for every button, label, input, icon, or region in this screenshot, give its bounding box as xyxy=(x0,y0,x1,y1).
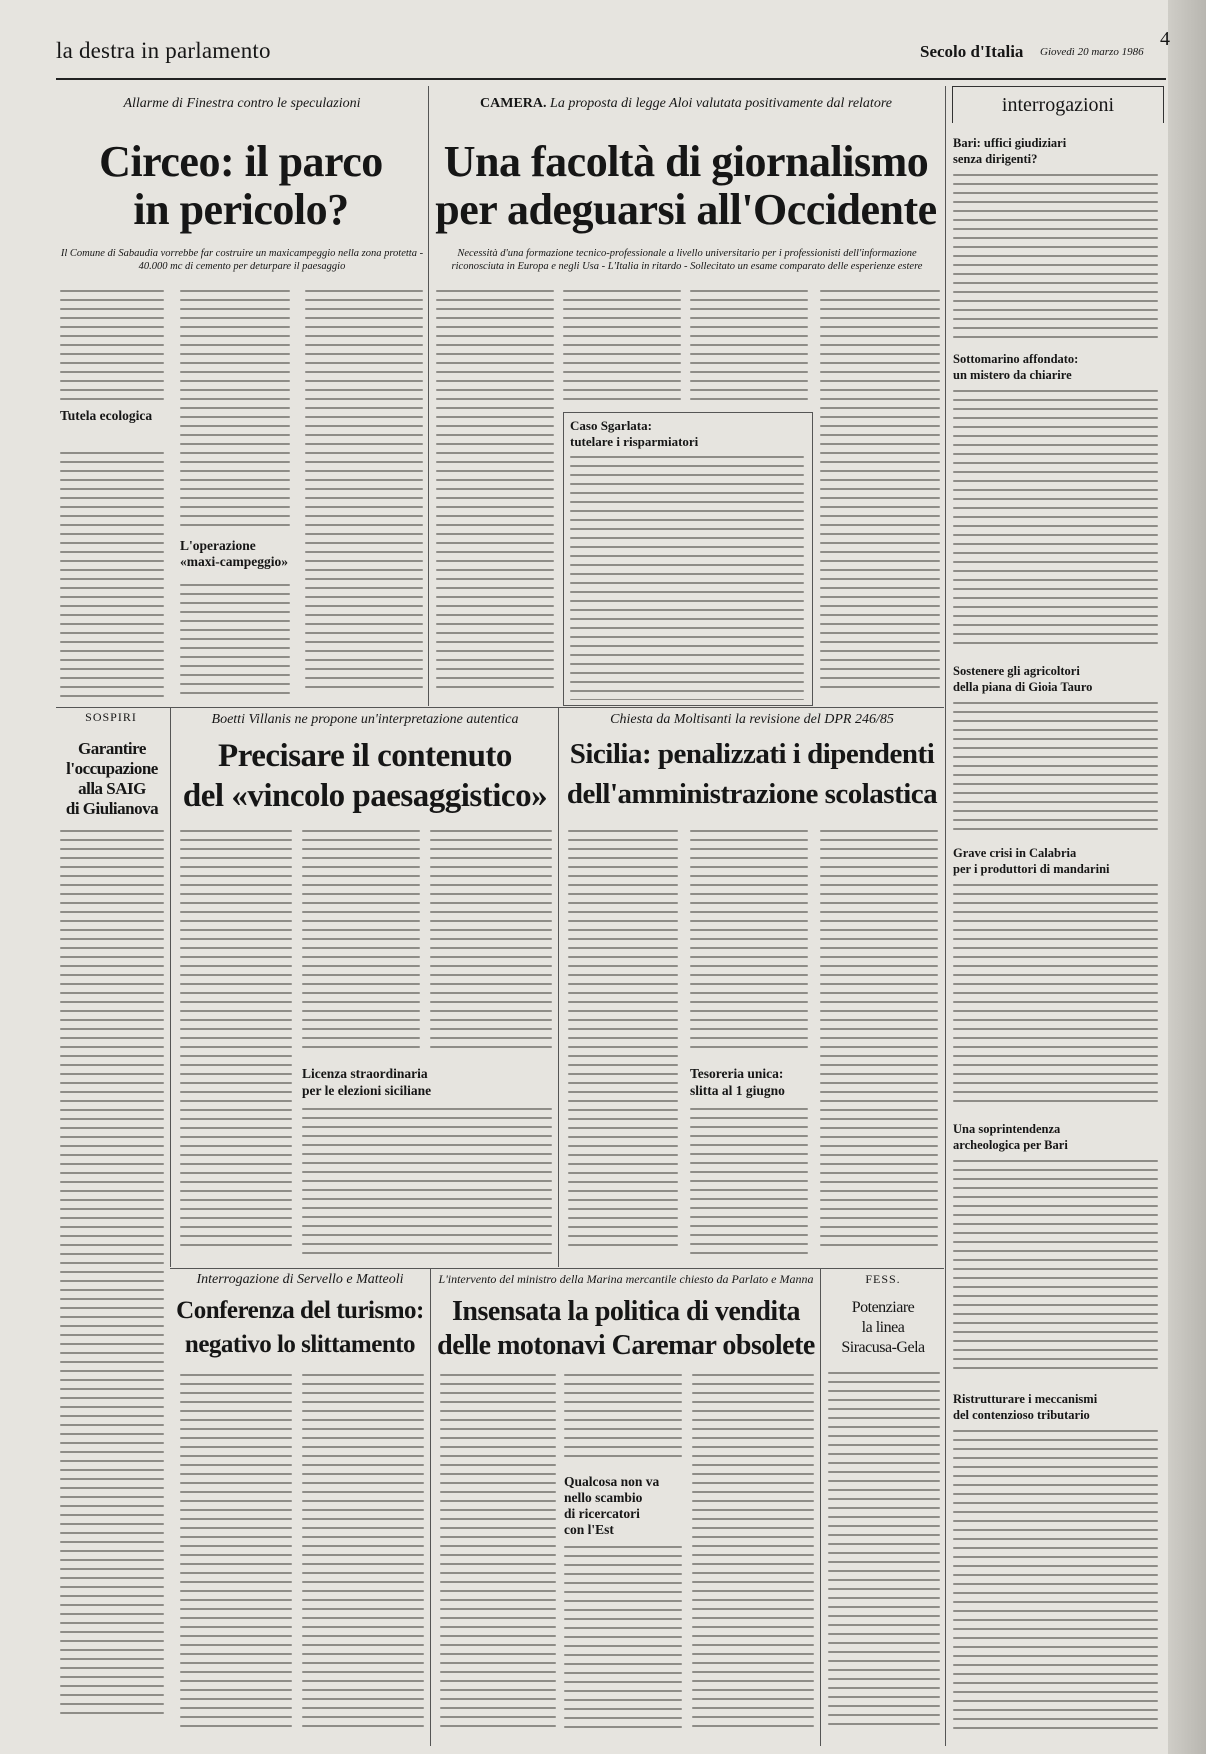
sidebar-item-title-4a: Grave crisi in Calabria xyxy=(953,846,1077,860)
circeo-text-col2b xyxy=(180,584,290,700)
sidebar-item-title-4b: per i produttori di mandarini xyxy=(953,862,1110,876)
giornalismo-text-col2 xyxy=(563,290,681,410)
giulianova-headline-3: alla SAIG xyxy=(78,779,146,798)
ricercatori-subhead-3: di ricercatori xyxy=(564,1506,640,1521)
sidebar-item-title-5b: archeologica per Bari xyxy=(953,1138,1068,1152)
newspaper-name: Secolo d'Italia xyxy=(920,42,1024,61)
licenza-subhead-1: Licenza straordinaria xyxy=(302,1066,428,1081)
licenza-subhead-2: per le elezioni siciliane xyxy=(302,1083,432,1098)
circeo-text-col1a xyxy=(60,290,164,400)
giornalismo-kicker xyxy=(436,96,936,112)
issue-date: Giovedì 20 marzo 1986 xyxy=(1040,46,1144,58)
divider-v1 xyxy=(428,86,429,706)
giornalismo-text-col4 xyxy=(820,290,940,700)
circeo-kicker: Allarme di Finestra contro le speculazioni xyxy=(123,96,361,111)
sgarlata-text xyxy=(570,456,804,700)
sidebar-item-text-1 xyxy=(953,174,1158,344)
divider-h2 xyxy=(170,1268,944,1269)
circeo-subhead-tutela: Tutela ecologica xyxy=(60,408,153,423)
giornalismo-text-col1 xyxy=(436,290,554,700)
section-title: la destra in parlamento xyxy=(56,38,271,63)
giornalismo-text-col3 xyxy=(690,290,808,410)
sidebar-item-text-2 xyxy=(953,390,1158,654)
vincolo-text-col3 xyxy=(430,830,552,1060)
sidebar-item-title-5a: Una soprintendenza xyxy=(953,1122,1061,1136)
vincolo-headline-2: del «vincolo paesaggistico» xyxy=(182,778,548,814)
circeo-text-col2a xyxy=(180,290,290,534)
turismo-headline-2: negativo lo slittamento xyxy=(184,1331,416,1358)
caremar-text-col2a xyxy=(564,1374,682,1468)
circeo-deck: Il Comune di Sabaudia vorrebbe far costruire un maxicampeggio nella zona protetta - 40.000 mc di cemento per deturpare il paesaggio xyxy=(60,248,424,272)
vincolo-text-col2 xyxy=(302,830,420,1060)
giulianova-text xyxy=(60,830,164,1740)
giulianova-headline-1: Garantire xyxy=(78,739,146,758)
giulianova-rubric: SOSPIRI xyxy=(85,710,137,724)
vincolo-text-col1 xyxy=(180,830,292,1260)
page-fold-shadow xyxy=(1168,0,1206,1754)
turismo-text-col1 xyxy=(180,1374,292,1740)
turismo-headline-1: Conferenza del turismo: xyxy=(176,1297,424,1324)
circeo-text-col1b xyxy=(60,452,164,700)
giulianova-headline-2: l'occupazione xyxy=(66,759,158,778)
sidebar-item-title-1a: Bari: uffici giudiziari xyxy=(953,136,1067,150)
sidebar-item-title-2b: un mistero da chiarire xyxy=(953,368,1072,382)
tesoreria-subhead-1: Tesoreria unica: xyxy=(690,1066,784,1081)
turismo-text-col2 xyxy=(302,1374,424,1740)
caremar-headline-2: delle motonavi Caremar obsolete xyxy=(437,1330,815,1361)
interrogazioni-tab: interrogazioni xyxy=(952,86,1164,123)
circeo-text-col3 xyxy=(305,290,423,700)
siracusa-rubric: FESS. xyxy=(865,1272,901,1286)
circeo-headline-1: Circeo: il parco xyxy=(99,137,383,186)
sidebar-item-title-6a: Ristrutturare i meccanismi xyxy=(953,1392,1098,1406)
giulianova-headline-4: di Giulianova xyxy=(65,799,159,818)
giornalismo-deck: Necessità d'una formazione tecnico-professionale a livello universitario per i professionisti dell'informazione riconosciuta in Europa e negli Usa - L'Italia in ritardo - Sollecitato un esame comparato delle esperienze estere xyxy=(451,248,923,272)
sicilia-text-col1 xyxy=(568,830,678,1260)
sidebar-item-title-3a: Sostenere gli agricoltori xyxy=(953,664,1080,678)
page-number: 4 xyxy=(1160,28,1170,50)
divider-v6 xyxy=(820,1268,821,1746)
siracusa-headline-3: Siracusa-Gela xyxy=(841,1339,925,1356)
divider-v5 xyxy=(430,1268,431,1746)
licenza-text xyxy=(302,1108,552,1260)
divider-h1 xyxy=(56,707,944,708)
ricercatori-text xyxy=(564,1546,682,1740)
caremar-text-col3 xyxy=(692,1374,814,1740)
divider-v3 xyxy=(170,707,171,1267)
caremar-kicker: L'intervento del ministro della Marina mercantile chiesto da Parlato e Manna xyxy=(438,1272,814,1286)
divider-v4 xyxy=(558,707,559,1267)
sicilia-headline-1: Sicilia: penalizzati i dipendenti xyxy=(569,738,935,770)
circeo-subhead-operazione: L'operazione «maxi-campeggio» xyxy=(180,538,288,570)
sidebar-item-title-1b: senza dirigenti? xyxy=(953,152,1038,166)
tesoreria-text xyxy=(690,1108,808,1260)
sgarlata-title-2: tutelare i risparmiatori xyxy=(570,434,699,449)
giornalismo-kicker-label: CAMERA. xyxy=(480,96,547,111)
sicilia-headline-2: dell'amministrazione scolastica xyxy=(566,778,938,810)
sidebar-item-title-3b: della piana di Gioia Tauro xyxy=(953,680,1093,694)
vincolo-headline-1: Precisare il contenuto xyxy=(218,738,512,774)
siracusa-text xyxy=(828,1372,940,1740)
caremar-headline-1: Insensata la politica di vendita xyxy=(451,1296,801,1327)
divider-v2 xyxy=(945,86,946,1746)
turismo-kicker: Interrogazione di Servello e Matteoli xyxy=(196,1272,404,1287)
sicilia-text-col3 xyxy=(820,830,938,1260)
sicilia-text-col2 xyxy=(690,830,808,1058)
vincolo-kicker: Boetti Villanis ne propone un'interpretazione autentica xyxy=(211,712,519,727)
sidebar-item-title-2a: Sottomarino affondato: xyxy=(953,352,1079,366)
giornalismo-headline-1: Una facoltà di giornalismo xyxy=(443,137,929,186)
sicilia-kicker: Chiesta da Moltisanti la revisione del DPR 246/85 xyxy=(610,712,894,727)
siracusa-headline-1: Potenziare xyxy=(851,1299,915,1316)
caremar-text-col1 xyxy=(440,1374,556,1740)
giornalismo-kicker-text: La proposta di legge Aloi valutata positivamente dal relatore xyxy=(550,96,892,111)
tesoreria-subhead-2: slitta al 1 giugno xyxy=(690,1083,785,1098)
sidebar-item-text-6 xyxy=(953,1430,1158,1740)
sidebar-item-text-3 xyxy=(953,702,1158,838)
ricercatori-subhead-2: nello scambio xyxy=(564,1490,643,1505)
siracusa-headline-2: la linea xyxy=(861,1319,905,1336)
circeo-headline-2: in pericolo? xyxy=(133,185,349,234)
sgarlata-title-1: Caso Sgarlata: xyxy=(570,418,652,433)
giornalismo-headline-2: per adeguarsi all'Occidente xyxy=(435,185,937,234)
ricercatori-subhead-4: con l'Est xyxy=(564,1522,614,1537)
sidebar-item-text-4 xyxy=(953,884,1158,1114)
ricercatori-subhead-1: Qualcosa non va xyxy=(564,1474,660,1489)
sidebar-item-text-5 xyxy=(953,1160,1158,1384)
masthead-rule xyxy=(56,78,1166,80)
sidebar-item-title-6b: del contenzioso tributario xyxy=(953,1408,1090,1422)
